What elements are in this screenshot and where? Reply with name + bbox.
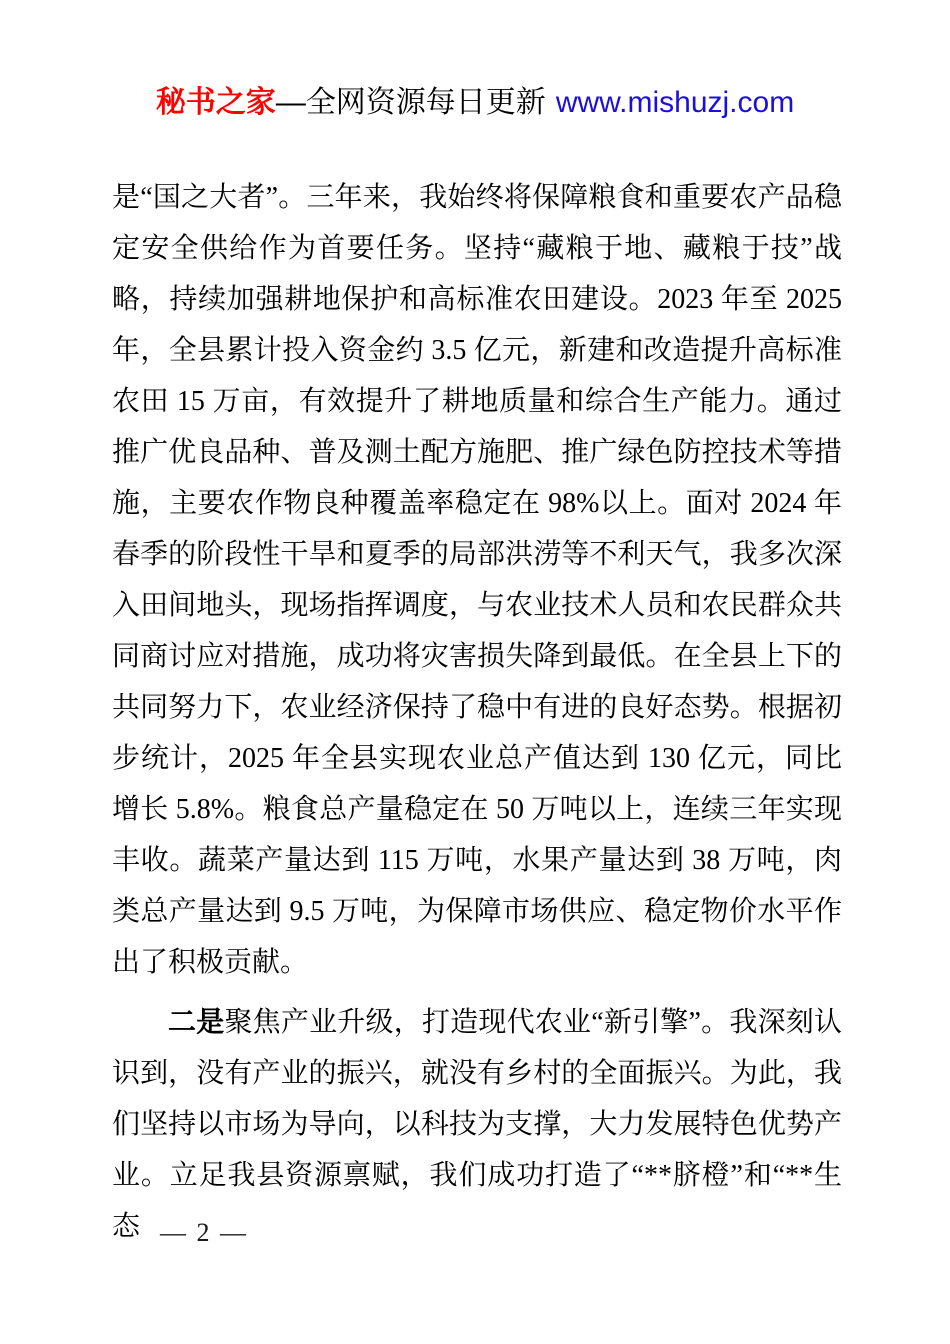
header-separator: — — [275, 86, 306, 119]
paragraph-grain-security — [112, 172, 842, 988]
paragraph-industry-upgrade-text: 聚焦产业升级，打造现代农业“新引擎”。我深刻认识到，没有产业的振兴，就没有乡村的全面振兴。为此，我们坚持以市场为导向，以科技为支撑，大力发展特色优势产业。立足我县资源禀赋，我们成功打造了“**脐橙”和“**生态 — [112, 1007, 842, 1242]
page-number: — 2 — — [160, 1218, 248, 1247]
site-url[interactable]: www.mishuzj.com — [555, 86, 795, 119]
site-name: 秘书之家 — [155, 86, 276, 119]
paragraph-industry-upgrade — [112, 997, 842, 1252]
document-body — [112, 172, 842, 1261]
paragraph-industry-upgrade-lead: 二是 — [168, 1007, 225, 1038]
paragraph-grain-security-text: 是“国之大者”。三年来，我始终将保障粮食和重要农产品稳定安全供给作为首要任务。坚持“藏粮于地、藏粮于技”战略，持续加强耕地保护和高标准农田建设。2023 年至 2025 年，全县累计投入资金约 3.5 亿元，新建和改造提升高标准农田 15 万亩，有效提升了耕地质量和综合生产能力。通过推广优良品种、普及测土配方施肥、推广绿色防控技术等措施，主要农作物良种覆盖率稳定在 98%以上。面对 2024 年春季的阶段性干旱和夏季的局部洪涝等不利天气，我多次深入田间地头，现场指挥调度，与农业技术人员和农民群众共同商讨应对措施，成功将灾害损失降到最低。在全县上下的共同努力下，农业经济保持了稳中有进的良好态势。根据初步统计，2025 年全县实现农业总产值达到 130 亿元，同比增长 5.8%。粮食总产量稳定在 50 万吨以上，连续三年实现丰收。蔬菜产量达到 115 万吨，水果产量达到 38 万吨，肉类总产量达到 9.5 万吨，为保障市场供应、稳定物价水平作出了积极贡献。 — [112, 182, 842, 978]
header-tagline: 全网资源每日更新 — [305, 86, 546, 119]
site-header — [0, 84, 950, 122]
